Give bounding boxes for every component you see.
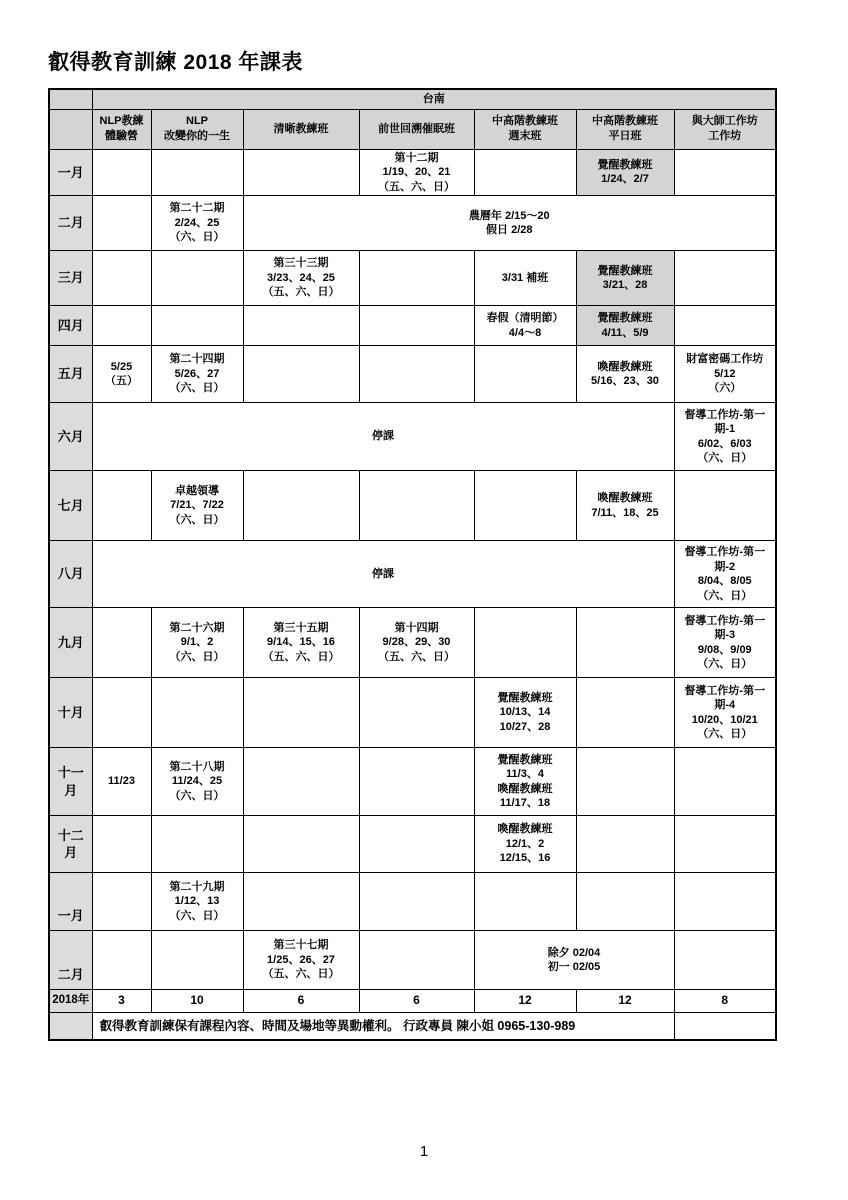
schedule-cell bbox=[674, 251, 776, 306]
schedule-cell bbox=[576, 873, 674, 931]
month-cell: 十二月 bbox=[49, 816, 92, 873]
schedule-cell: 第三十三期 3/23、24、25 （五、六、日） bbox=[243, 251, 359, 306]
schedule-row bbox=[49, 748, 776, 816]
schedule-cell: 第二十九期 1/12、13 （六、日） bbox=[151, 873, 243, 931]
schedule-cell bbox=[243, 816, 359, 873]
schedule-row bbox=[49, 403, 776, 471]
schedule-cell: 覺醒教練班 11/3、4 喚醒教練班 11/17、18 bbox=[474, 748, 576, 816]
schedule-cell bbox=[474, 149, 576, 196]
schedule-cell bbox=[474, 346, 576, 403]
schedule-cell bbox=[243, 471, 359, 541]
footer-corner-cell bbox=[49, 1013, 92, 1040]
schedule-cell: 卓越領導 7/21、7/22 （六、日） bbox=[151, 471, 243, 541]
schedule-cell bbox=[151, 931, 243, 990]
totals-row bbox=[49, 990, 776, 1013]
schedule-cell: 覺醒教練班 1/24、2/7 bbox=[576, 149, 674, 196]
schedule-cell bbox=[92, 873, 151, 931]
schedule-cell: 財富密碼工作坊 5/12 （六） bbox=[674, 346, 776, 403]
schedule-row bbox=[49, 678, 776, 748]
schedule-cell bbox=[359, 678, 474, 748]
schedule-cell: 3/31 補班 bbox=[474, 251, 576, 306]
schedule-cell bbox=[92, 816, 151, 873]
totals-label-cell: 2018年 bbox=[49, 990, 92, 1013]
schedule-cell: 第三十七期 1/25、26、27 （五、六、日） bbox=[243, 931, 359, 990]
schedule-cell: 督導工作坊-第一期-4 10/20、10/21 （六、日） bbox=[674, 678, 776, 748]
schedule-cell bbox=[674, 748, 776, 816]
schedule-cell: 喚醒教練班 7/11、18、25 bbox=[576, 471, 674, 541]
schedule-row bbox=[49, 149, 776, 196]
schedule-cell: 第十四期 9/28、29、30 （五、六、日） bbox=[359, 608, 474, 678]
schedule-row bbox=[49, 816, 776, 873]
schedule-cell: 第二十四期 5/26、27 （六、日） bbox=[151, 346, 243, 403]
schedule-cell: 覺醒教練班 3/21、28 bbox=[576, 251, 674, 306]
schedule-cell bbox=[674, 873, 776, 931]
schedule-cell bbox=[92, 306, 151, 346]
schedule-cell bbox=[674, 306, 776, 346]
schedule-body bbox=[49, 149, 776, 990]
schedule-cell: 春假（清明節） 4/4～8 bbox=[474, 306, 576, 346]
schedule-cell bbox=[92, 196, 151, 251]
schedule-cell bbox=[359, 816, 474, 873]
month-cell: 五月 bbox=[49, 346, 92, 403]
schedule-row bbox=[49, 346, 776, 403]
schedule-cell bbox=[243, 149, 359, 196]
schedule-table bbox=[48, 88, 777, 1041]
schedule-cell bbox=[92, 931, 151, 990]
schedule-cell bbox=[92, 251, 151, 306]
schedule-row bbox=[49, 196, 776, 251]
column-header-cell: 前世回溯催眠班 bbox=[359, 109, 474, 149]
schedule-cell bbox=[674, 816, 776, 873]
column-header-cell: NLP 改變你的一生 bbox=[151, 109, 243, 149]
month-cell: 九月 bbox=[49, 608, 92, 678]
column-header-row bbox=[49, 109, 776, 149]
totals-value-cell: 6 bbox=[243, 990, 359, 1013]
month-cell: 十月 bbox=[49, 678, 92, 748]
schedule-cell: 停課 bbox=[92, 541, 674, 608]
month-cell: 一月 bbox=[49, 873, 92, 931]
schedule-row bbox=[49, 541, 776, 608]
schedule-cell bbox=[674, 931, 776, 990]
schedule-row bbox=[49, 608, 776, 678]
totals-value-cell: 12 bbox=[474, 990, 576, 1013]
schedule-cell bbox=[359, 748, 474, 816]
month-cell: 二月 bbox=[49, 931, 92, 990]
footer-row bbox=[49, 1013, 776, 1040]
schedule-cell: 喚醒教練班 5/16、23、30 bbox=[576, 346, 674, 403]
month-cell: 一月 bbox=[49, 149, 92, 196]
totals-value-cell: 12 bbox=[576, 990, 674, 1013]
region-header-cell: 台南 bbox=[92, 89, 776, 109]
schedule-cell bbox=[674, 471, 776, 541]
schedule-cell bbox=[243, 306, 359, 346]
schedule-cell bbox=[243, 678, 359, 748]
schedule-row bbox=[49, 306, 776, 346]
schedule-cell bbox=[243, 748, 359, 816]
schedule-cell: 停課 bbox=[92, 403, 674, 471]
schedule-cell bbox=[576, 678, 674, 748]
schedule-cell bbox=[92, 471, 151, 541]
page-number: 1 bbox=[419, 1143, 429, 1160]
schedule-cell bbox=[359, 873, 474, 931]
schedule-cell bbox=[474, 608, 576, 678]
schedule-cell bbox=[359, 346, 474, 403]
schedule-cell bbox=[359, 251, 474, 306]
schedule-cell: 農曆年 2/15～20 假日 2/28 bbox=[243, 196, 776, 251]
schedule-cell: 第十二期 1/19、20、21 （五、六、日） bbox=[359, 149, 474, 196]
schedule-cell bbox=[359, 471, 474, 541]
schedule-cell: 11/23 bbox=[92, 748, 151, 816]
schedule-row bbox=[49, 931, 776, 990]
schedule-row bbox=[49, 471, 776, 541]
column-header-cell: 中高階教練班 週末班 bbox=[474, 109, 576, 149]
schedule-cell: 覺醒教練班 10/13、14 10/27、28 bbox=[474, 678, 576, 748]
schedule-cell bbox=[92, 608, 151, 678]
column-header-cell: 與大師工作坊 工作坊 bbox=[674, 109, 776, 149]
schedule-cell bbox=[359, 306, 474, 346]
month-cell: 四月 bbox=[49, 306, 92, 346]
schedule-cell: 第二十六期 9/1、2 （六、日） bbox=[151, 608, 243, 678]
schedule-cell: 督導工作坊-第一期-3 9/08、9/09 （六、日） bbox=[674, 608, 776, 678]
schedule-cell bbox=[151, 306, 243, 346]
schedule-cell: 喚醒教練班 12/1、2 12/15、16 bbox=[474, 816, 576, 873]
schedule-cell bbox=[359, 931, 474, 990]
month-cell: 二月 bbox=[49, 196, 92, 251]
schedule-cell bbox=[576, 748, 674, 816]
column-header-cell: 清晰教練班 bbox=[243, 109, 359, 149]
schedule-cell bbox=[151, 149, 243, 196]
schedule-cell bbox=[576, 816, 674, 873]
month-cell: 八月 bbox=[49, 541, 92, 608]
schedule-cell: 督導工作坊-第一期-2 8/04、8/05 （六、日） bbox=[674, 541, 776, 608]
schedule-cell bbox=[92, 149, 151, 196]
schedule-cell: 督導工作坊-第一期-1 6/02、6/03 （六、日） bbox=[674, 403, 776, 471]
schedule-cell: 覺醒教練班 4/11、5/9 bbox=[576, 306, 674, 346]
corner-cell bbox=[49, 109, 92, 149]
column-header-cell: 中高階教練班 平日班 bbox=[576, 109, 674, 149]
page-title: 叡得教育訓練 2018 年課表 bbox=[48, 51, 303, 74]
region-row bbox=[49, 89, 776, 109]
schedule-cell bbox=[474, 873, 576, 931]
schedule-cell bbox=[243, 346, 359, 403]
schedule-cell bbox=[92, 678, 151, 748]
totals-value-cell: 8 bbox=[674, 990, 776, 1013]
schedule-cell: 第二十二期 2/24、25 （六、日） bbox=[151, 196, 243, 251]
totals-value-cell: 6 bbox=[359, 990, 474, 1013]
corner-cell bbox=[49, 89, 92, 109]
schedule-cell bbox=[151, 816, 243, 873]
month-cell: 三月 bbox=[49, 251, 92, 306]
schedule-cell bbox=[243, 873, 359, 931]
schedule-cell: 除夕 02/04 初一 02/05 bbox=[474, 931, 674, 990]
schedule-cell bbox=[151, 678, 243, 748]
schedule-cell bbox=[474, 471, 576, 541]
schedule-cell bbox=[674, 149, 776, 196]
schedule-cell: 5/25 （五） bbox=[92, 346, 151, 403]
month-cell: 七月 bbox=[49, 471, 92, 541]
schedule-cell: 第三十五期 9/14、15、16 （五、六、日） bbox=[243, 608, 359, 678]
column-header-cell: NLP教練 體驗營 bbox=[92, 109, 151, 149]
schedule-cell bbox=[576, 608, 674, 678]
schedule-row bbox=[49, 251, 776, 306]
month-cell: 六月 bbox=[49, 403, 92, 471]
schedule-cell bbox=[151, 251, 243, 306]
month-cell: 十一月 bbox=[49, 748, 92, 816]
totals-value-cell: 10 bbox=[151, 990, 243, 1013]
footer-empty-cell bbox=[674, 1013, 776, 1040]
footer-note-cell: 叡得教育訓練保有課程內容、時間及場地等異動權利。 行政專員 陳小姐 0965-130-989 bbox=[92, 1013, 674, 1040]
schedule-cell: 第二十八期 11/24、25 （六、日） bbox=[151, 748, 243, 816]
schedule-row bbox=[49, 873, 776, 931]
totals-value-cell: 3 bbox=[92, 990, 151, 1013]
